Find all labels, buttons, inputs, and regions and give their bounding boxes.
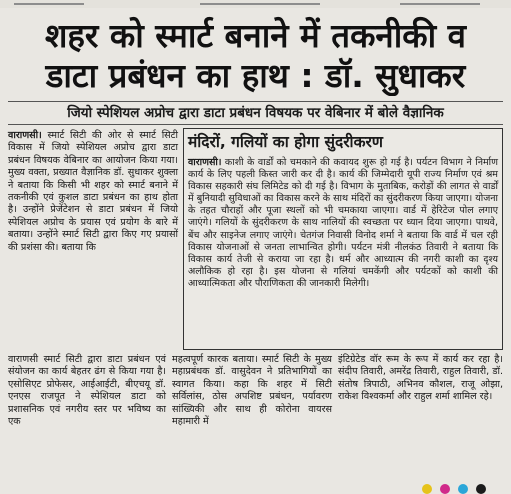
bottom-column-2: महत्वपूर्ण कारक बताया। स्मार्ट सिटी के मुख्य महाप्रबंधक डॉ. वासुदेवन ने प्रतिभागियों का स्वागत किया। कहा कि शहर में सिटी सर्विलांस, ठोस अपशिष्ट प्रबंधन, पर्यावरण सांख्यिकी और साथ ही कोरोना वायरस महामारी में [172,354,332,428]
subheadline-divider [8,124,503,125]
top-rule-fragment [400,3,480,5]
print-mark-magenta [440,484,450,494]
headline-divider [8,101,503,102]
left-dateline: वाराणसी। [8,130,42,141]
box-title: मंदिरों, गलियों का होगा सुंदरीकरण [188,133,384,151]
print-mark-yellow [422,484,432,494]
top-strip [0,0,511,8]
top-rule-fragment [14,3,84,5]
top-rule-fragment [200,3,320,5]
print-mark-cyan [458,484,468,494]
box-dateline: वाराणसी। [188,157,222,168]
bottom-column-3: इंटिग्रेटेड वॉर रूम के रूप में कार्य कर रहा है। संदीप तिवारी, अमरेंद्र तिवारी, राहुल तिवारी, डॉ. संतोष त्रिपाठी, अभिनव कौशल, राजू ओझा, राकेश विश्वकर्मा और राहुल शर्मा शामिल रहे। [338,354,503,403]
print-mark-black [476,484,486,494]
left-column-paragraph [8,130,178,254]
left-article-column [8,130,178,254]
sidebar-news-box [183,128,503,350]
print-color-marks [420,484,500,494]
box-body [188,157,498,290]
bottom-column-1: वाराणसी स्मार्ट सिटी द्वारा डाटा प्रबंधन एवं संयोजन का कार्य बेहतर ढंग से किया गया है। एसोसिएट प्रोफेसर, आईआईटी, बीएचयू डॉ. एनएस राजपूत ने स्पेशियल डाटा को प्रशासनिक एवं नगरीय स्तर पर भविष्य का एक [8,354,166,428]
headline-line-2: डाटा प्रबंधन का हाथ : डॉ. सुधाकर [45,56,466,95]
headline-line-1: शहर को स्मार्ट बनाने में तकनीकी व [44,16,467,55]
left-column-text: स्मार्ट सिटी की ओर से स्मार्ट सिटी विकास में जियो स्पेशियल अप्रोच द्वारा डाटा प्रबंधन विषयक वेबिनार का आयोजन किया गया। मुख्य वक्ता, प्रख्यात वैज्ञानिक डॉ. सुधाकर शुक्ला ने बताया कि किसी भी शहर को स्मार्ट बनाने में तकनीकी एवं कुशल डाटा प्रबंधन का हाथ होता है। उन्होंने प्रेजेंटेशन से डाटा प्रबंधन में जियो स्पेशियल अप्रोच के प्रयास एवं प्रयोग के बारे में बताया। उन्होंने स्मार्ट सिटी द्वारा किए गए प्रयासों की प्रशंसा की। बताया कि [8,130,178,253]
subheadline: जियो स्पेशियल अप्रोच द्वारा डाटा प्रबंधन विषयक पर वेबिनार में बोले वैज्ञानिक [67,105,444,121]
box-text: काशी के वार्डों को चमकाने की कवायद शुरू हो गई है। पर्यटन विभाग ने निर्माण कार्य के लिए पहली किस्त जारी कर दी है। कार्य की जिम्मेदारी यूपी राज्य निर्माण एवं श्रम विकास सहकारी संघ लिमिटेड को दी गई है। विभाग के मुताबिक, करोड़ों की लागत से वार्डों में बुनियादी सुविधाओं का विकास करने के साथ मंदिरों का सुंदरीकरण किया जाएगा। योजना के तहत चौराहों और पूजा स्थलों को भी चमकाया जाएगा। वार्ड में हेरिटेज पोल लगाए जाएंगे। गलियों के सुंदरीकरण के साथ नालियों की स्वच्छता पर ध्यान दिया जाएगा। पाथवे, बेंच और साइनेज लगाए जाएंगे। चेतगंज निवासी विनोद शर्मा ने बताया कि वार्ड में चल रही विकास योजनाओं से जनता लाभान्वित होगी। पर्यटन मंत्री नीलकंठ तिवारी ने बताया कि विकास कार्य तेजी से कराया जा रहा है। धर्म और आध्यात्म की नगरी काशी का दृश्य अलौकिक हो रहा है। इस योजना से गलियां चमकेंगी और पर्यटकों को काशी की आध्यात्मिकता और पौराणिकता की जानकारी मिलेगी। [188,157,498,289]
